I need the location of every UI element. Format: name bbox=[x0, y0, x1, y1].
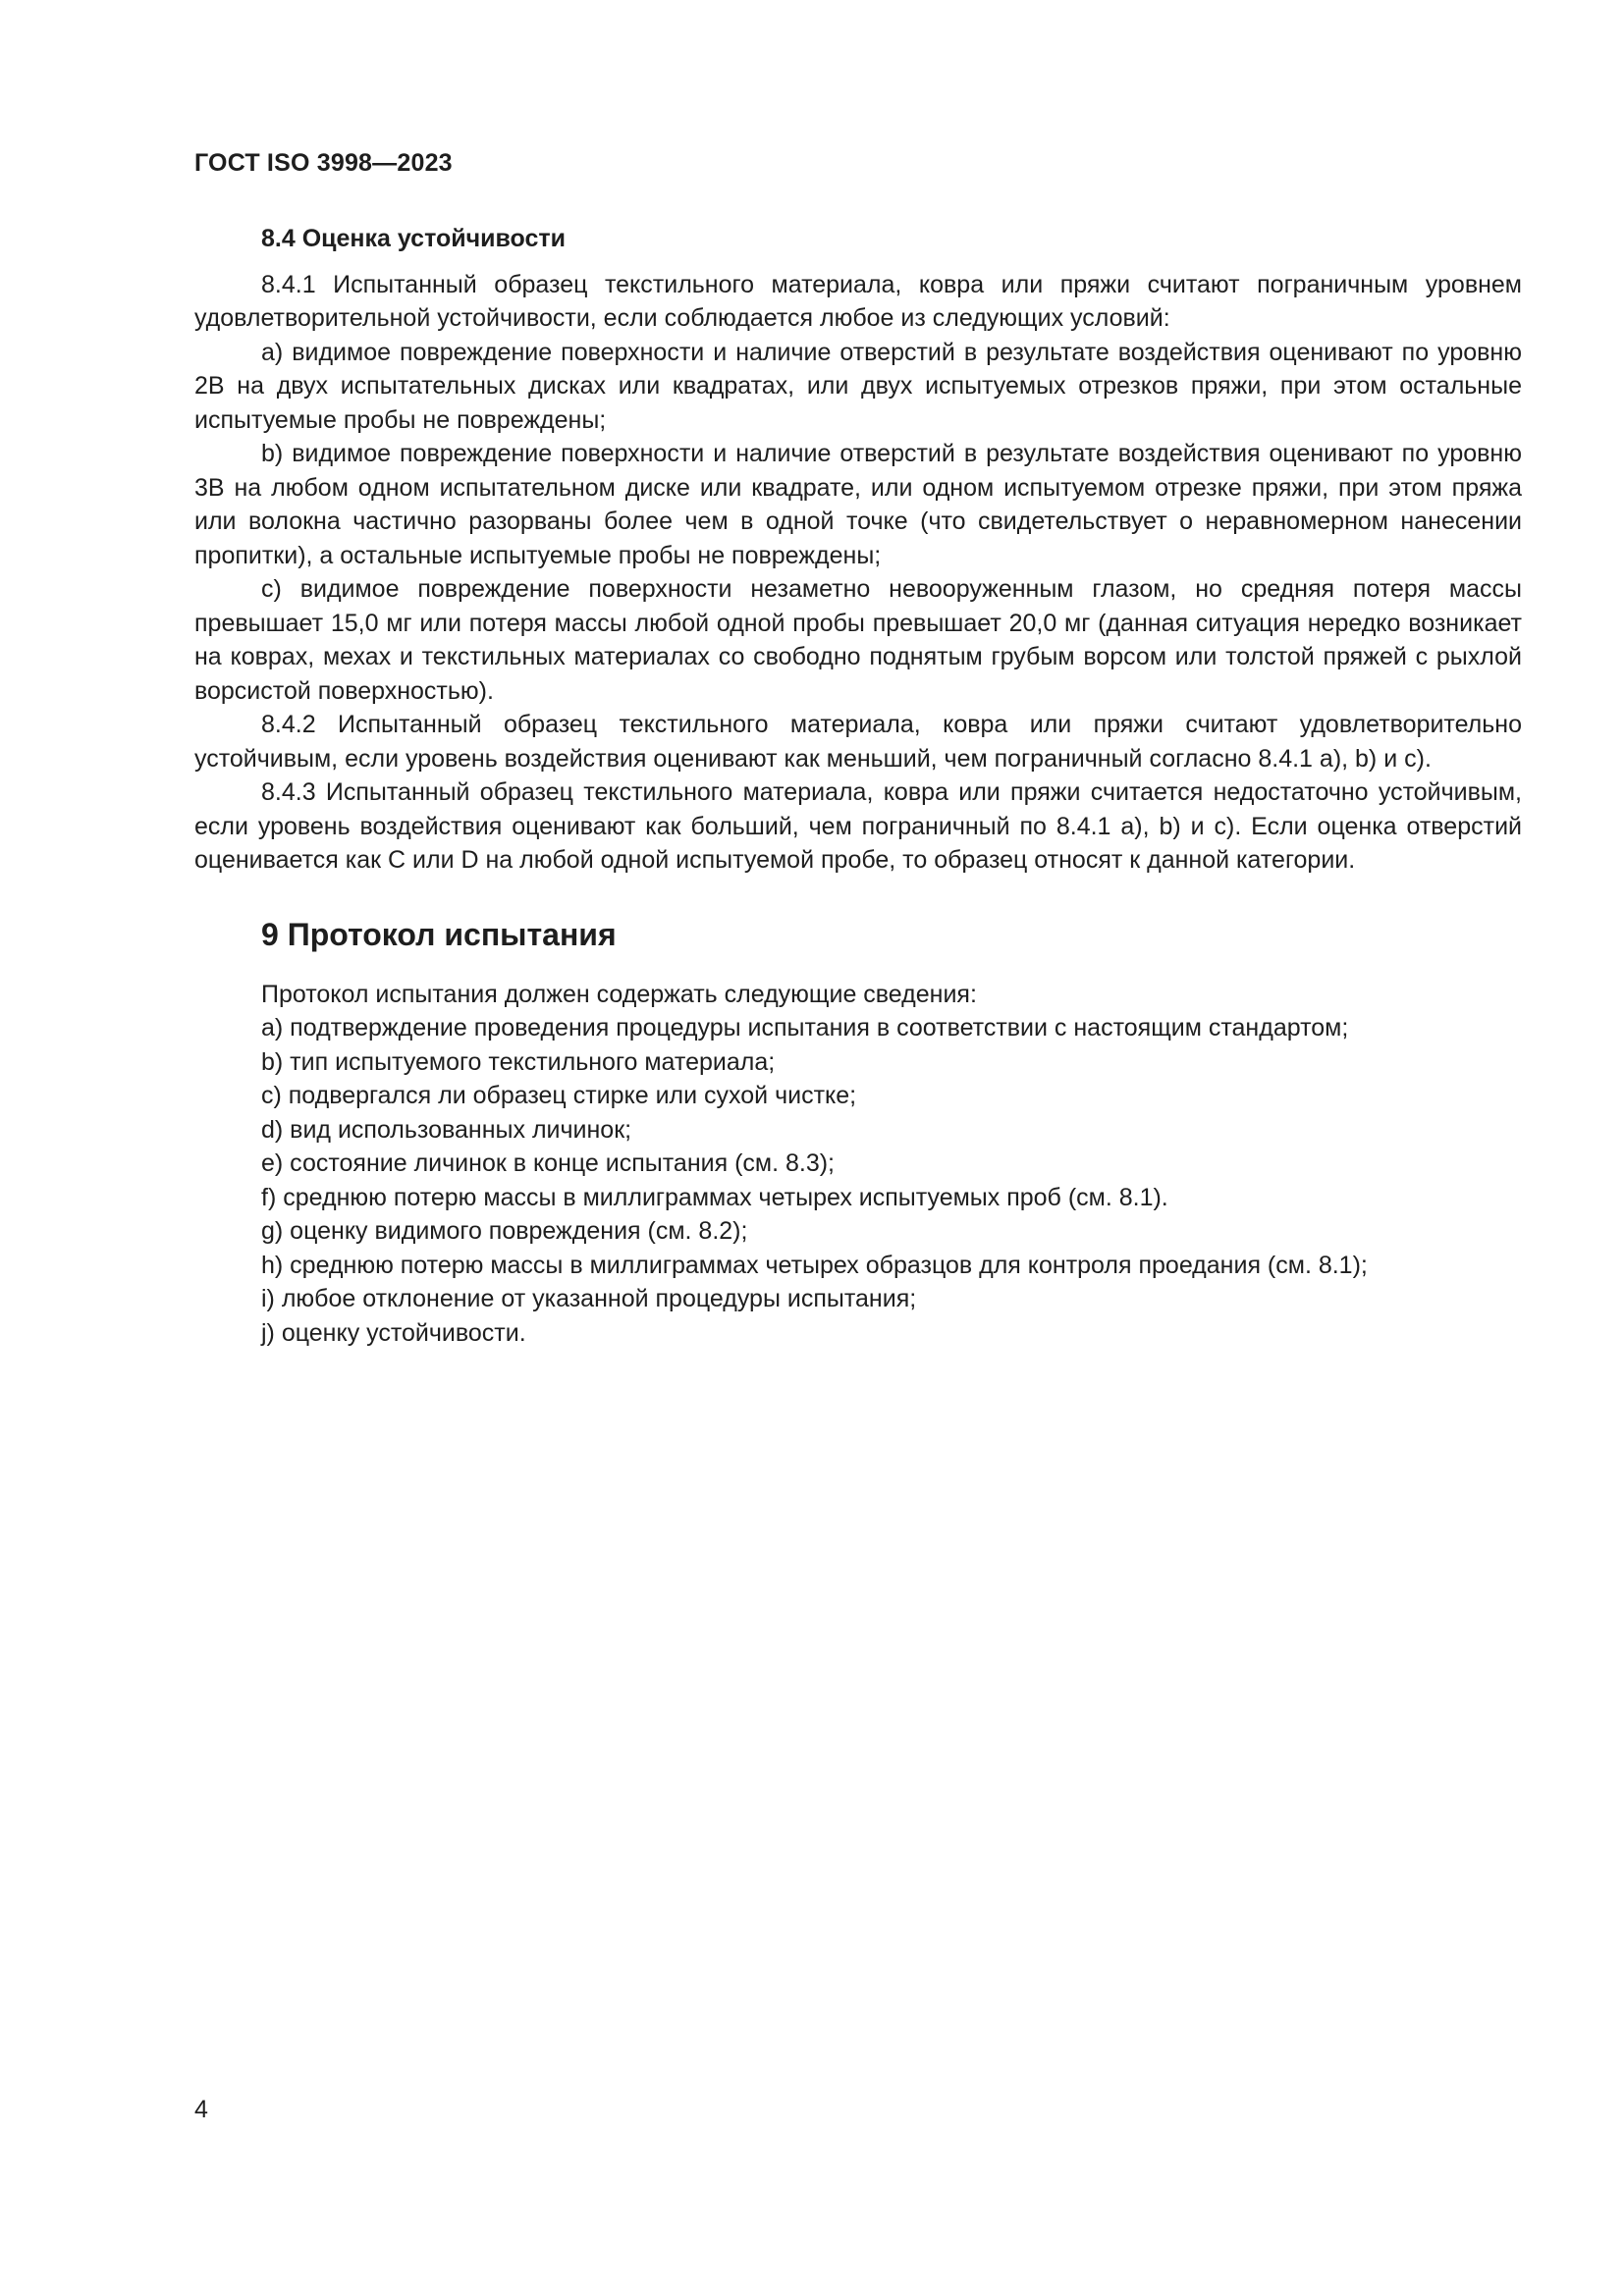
report-item-d: d) вид использованных личинок; bbox=[261, 1115, 632, 1144]
paragraph-8-4-1: 8.4.1 Испытанный образец текстильного материала, ковра или пряжи считают пограничным уровнем удовлетворительной устойчивости, если соблюдается любое из следующих условий: bbox=[194, 270, 1522, 332]
report-list bbox=[194, 978, 1522, 1351]
page-number: 4 bbox=[194, 2096, 208, 2123]
paragraph-8-4-2: 8.4.2 Испытанный образец текстильного материала, ковра или пряжи считают удовлетворительно устойчивым, если уровень воздействия оценивают как меньший, чем пограничный согласно 8.4.1 a), b) и c). bbox=[194, 711, 1522, 773]
paragraph-8-4-3: 8.4.3 Испытанный образец текстильного материала, ковра или пряжи считается недостаточно устойчивым, если уровень воздействия оценивают как больший, чем пограничный по 8.4.1 a), b) и c). Если оценка отверстий оценивается как C или D на любой одной испытуемой пробе, то образец относят к данной категории. bbox=[194, 778, 1522, 874]
report-intro: Протокол испытания должен содержать следующие сведения: bbox=[261, 980, 977, 1008]
report-item-h: h) среднюю потерю массы в миллиграммах четырех образцов для контроля проедания (см. 8.1); bbox=[261, 1251, 1368, 1279]
report-item-j: j) оценку устойчивости. bbox=[261, 1318, 526, 1347]
report-item-f: f) среднюю потерю массы в миллиграммах четырех испытуемых проб (см. 8.1). bbox=[261, 1183, 1168, 1211]
report-item-i: i) любое отклонение от указанной процедуры испытания; bbox=[261, 1285, 917, 1312]
document-body bbox=[194, 222, 1522, 1350]
section-heading-9: 9 Протокол испытания bbox=[261, 916, 617, 952]
report-item-c: c) подвергался ли образец стирке или сухой чистке; bbox=[261, 1082, 857, 1109]
report-item-g: g) оценку видимого повреждения (см. 8.2); bbox=[261, 1217, 748, 1245]
report-item-e: e) состояние личинок в конце испытания (см. 8.3); bbox=[261, 1149, 835, 1177]
subsection-heading-8-4: 8.4 Оценка устойчивости bbox=[261, 225, 566, 252]
condition-item-a: a) видимое повреждение поверхности и наличие отверстий в результате воздействия оценивают по уровню 2B на двух испытательных дисках или квадратах, или двух испытуемых отрезков пряжи, при этом остальные испытуемые пробы не повреждены; bbox=[194, 338, 1522, 434]
condition-item-c: c) видимое повреждение поверхности незаметно невооруженным глазом, но средняя потеря массы превышает 15,0 мг или потеря массы любой одной пробы превышает 20,0 мг (данная ситуация нередко возникает на коврах, мехах и текстильных материалах со свободно поднятым грубым ворсом или толстой пряжей с рыхлой ворсистой поверхностью). bbox=[194, 575, 1522, 705]
document-header: ГОСТ ISO 3998—2023 bbox=[194, 149, 453, 177]
report-item-a: a) подтверждение проведения процедуры испытания в соответствии с настоящим стандартом; bbox=[261, 1014, 1349, 1041]
condition-item-b: b) видимое повреждение поверхности и наличие отверстий в результате воздействия оценивают по уровню 3B на любом одном испытательном диске или квадрате, или одном испытуемом отрезке пряжи, при этом пряжа или волокна частично разорваны более чем в одной точке (что свидетельствует о неравномерном нанесении пропитки), а остальные испытуемые пробы не повреждены; bbox=[194, 440, 1522, 569]
report-item-b: b) тип испытуемого текстильного материала; bbox=[261, 1047, 776, 1076]
